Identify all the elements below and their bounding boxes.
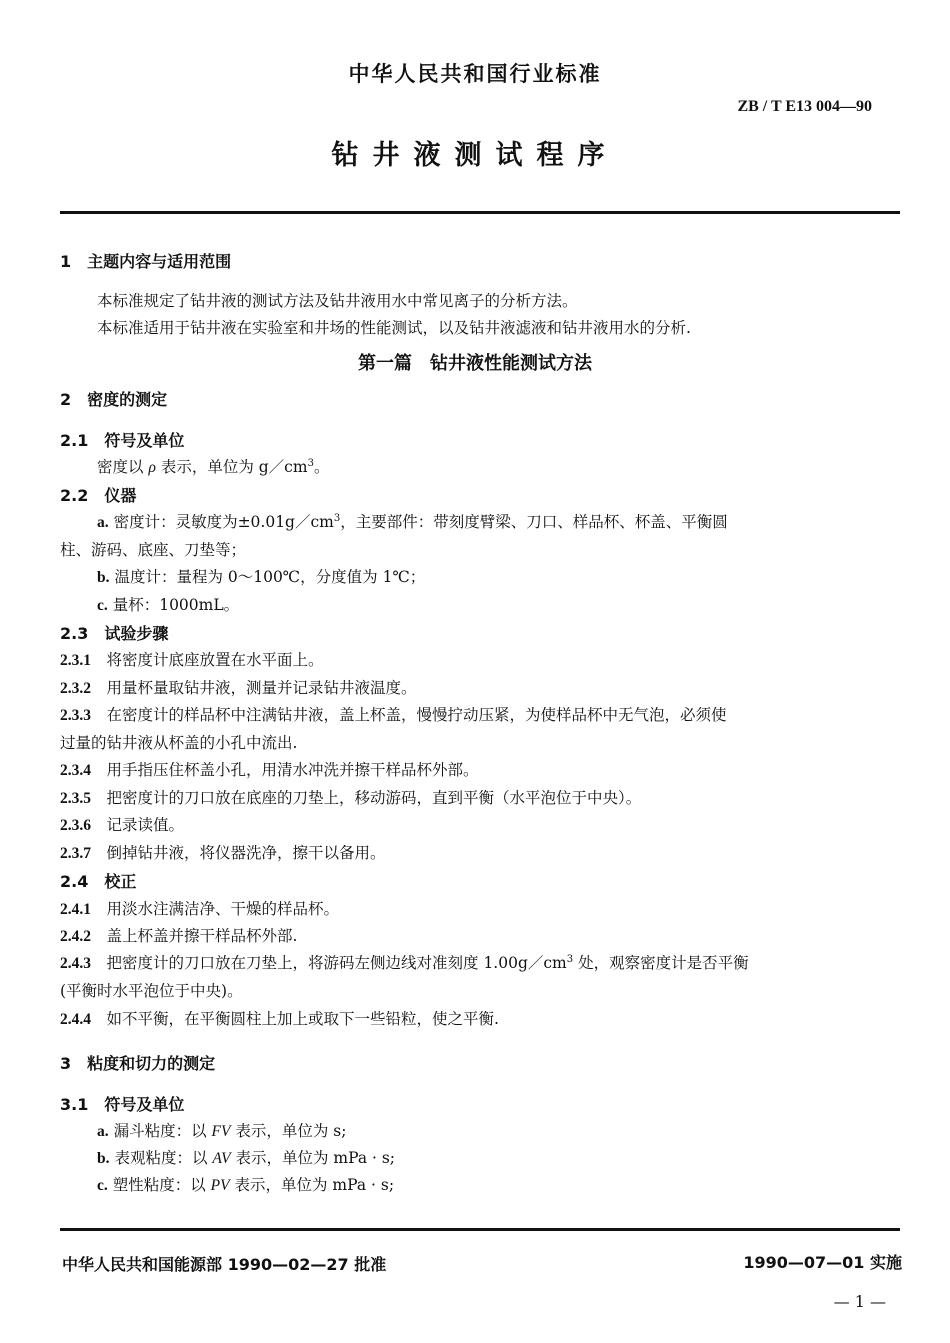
step-2-4-1: 2.4.1 用淡水注满洁净、干燥的样品杯。 bbox=[60, 900, 340, 918]
step-2-4-3: 2.4.3 把密度计的刀口放在刀垫上，将游码左侧边线对准刻度 $1.00g/cm^3$ 处，观察密度计是否平衡 bbox=[60, 953, 749, 972]
section-1-paragraph-2: 本标准适用于钻井液在实验室和井场的性能测试，以及钻井液滤液和钻井液用水的分析. bbox=[97, 319, 691, 337]
section-3-heading: 3 粘度和切力的测定 bbox=[60, 1054, 216, 1073]
step-2-3-5: 2.3.5 把密度计的刀口放在底座的刀垫上，移动游码，直到平衡（水平泡位于中央）。 bbox=[60, 789, 642, 807]
document-title: 钻井液测试程序 bbox=[331, 140, 619, 171]
instrument-a-continued: 柱、游码、底座、刀垫等； bbox=[60, 541, 247, 559]
section-2-heading: 2 密度的测定 bbox=[60, 390, 168, 409]
instrument-a: a. 密度计：灵敏度为$\pm 0.01g/cm^3$，主要部件：带刻度臂梁、刀口、样品杯、杯盖、平衡圆 bbox=[97, 512, 728, 531]
page-number: — 1 — bbox=[833, 1292, 886, 1311]
step-2-3-6: 2.3.6 记录读值。 bbox=[60, 816, 185, 834]
effective-date: 1990—07—01 实施 bbox=[743, 1253, 902, 1272]
header-divider bbox=[60, 211, 900, 214]
step-2-3-3-continued: 过量的钻井液从杯盖的小孔中流出. bbox=[60, 734, 298, 752]
step-2-4-3-continued: (平衡时水平泡位于中央)。 bbox=[60, 982, 243, 1000]
section-2-1-text: 密度以 ρ 表示，单位为 $g/cm^3$。 bbox=[97, 457, 330, 476]
section-2-2-heading: 2.2 仪器 bbox=[60, 486, 137, 505]
step-2-3-2: 2.3.2 用量杯量取钻井液，测量并记录钻井液温度。 bbox=[60, 679, 417, 697]
part-1-title: 第一篇 钻井液性能测试方法 bbox=[358, 353, 592, 374]
density-symbol: ρ bbox=[148, 459, 156, 476]
section-2-4-heading: 2.4 校正 bbox=[60, 872, 137, 891]
step-2-4-4: 2.4.4 如不平衡，在平衡圆柱上加上或取下一些铅粒，使之平衡. bbox=[60, 1010, 499, 1028]
step-2-3-7: 2.3.7 倒掉钻井液，将仪器洗净，擦干以备用。 bbox=[60, 844, 386, 862]
instrument-c: c. 量杯：1000mL。 bbox=[97, 596, 240, 614]
section-2-3-heading: 2.3 试验步骤 bbox=[60, 624, 169, 643]
step-2-3-3: 2.3.3 在密度计的样品杯中注满钻井液，盖上杯盖，慢慢拧动压紧，为使样品杯中无气泡，必须使 bbox=[60, 706, 727, 724]
standard-code: ZB / T E13 004—90 bbox=[737, 98, 872, 115]
step-2-4-2: 2.4.2 盖上杯盖并擦干样品杯外部. bbox=[60, 927, 298, 945]
symbol-funnel-viscosity: a. 漏斗粘度：以 FV 表示，单位为 s; bbox=[97, 1122, 347, 1140]
issuer-approval: 中华人民共和国能源部 1990—02—27 批准 bbox=[62, 1255, 387, 1274]
section-1-paragraph-1: 本标准规定了钻井液的测试方法及钻井液用水中常见离子的分析方法。 bbox=[97, 292, 578, 310]
footer-divider bbox=[60, 1228, 900, 1231]
step-2-3-1: 2.3.1 将密度计底座放置在水平面上。 bbox=[60, 651, 324, 669]
symbol-plastic-viscosity: c. 塑性粘度：以 PV 表示，单位为 mPa · s; bbox=[97, 1176, 395, 1194]
standard-category: 中华人民共和国行业标准 bbox=[348, 62, 602, 86]
section-2-1-heading: 2.1 符号及单位 bbox=[60, 431, 185, 450]
step-2-3-4: 2.3.4 用手指压住杯盖小孔，用清水冲洗并擦干样品杯外部。 bbox=[60, 761, 479, 779]
instrument-b: b. 温度计：量程为 0～100℃，分度值为 1℃； bbox=[97, 568, 426, 586]
section-3-1-heading: 3.1 符号及单位 bbox=[60, 1095, 185, 1114]
section-1-heading: 1 主题内容与适用范围 bbox=[60, 252, 232, 271]
symbol-apparent-viscosity: b. 表观粘度：以 AV 表示，单位为 mPa · s; bbox=[97, 1149, 396, 1167]
